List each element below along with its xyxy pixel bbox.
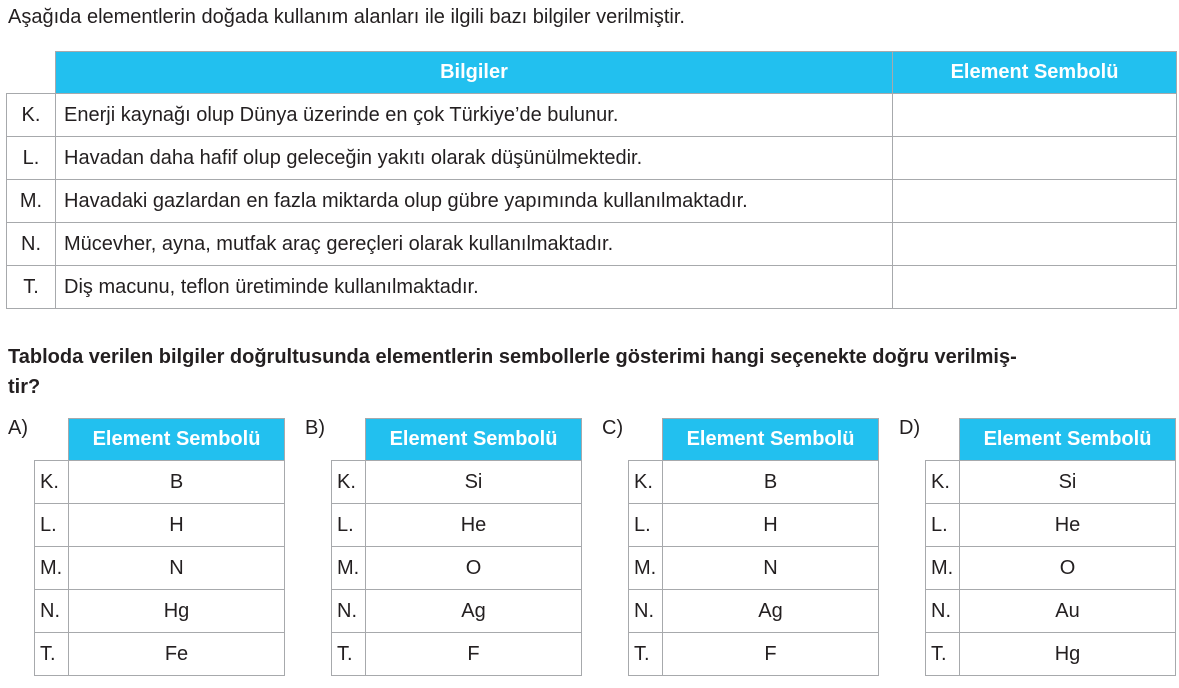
table-row [629, 590, 879, 633]
table-row [7, 137, 1177, 180]
row-symbol: O [960, 547, 1176, 590]
row-symbol: Fe [69, 633, 285, 676]
row-symbol: H [663, 504, 879, 547]
row-label: T. [35, 633, 69, 676]
row-label: K. [7, 94, 56, 137]
row-label: M. [926, 547, 960, 590]
table-row [332, 590, 582, 633]
row-label: N. [926, 590, 960, 633]
row-symbol: He [960, 504, 1176, 547]
row-symbol: Au [960, 590, 1176, 633]
row-symbol: F [366, 633, 582, 676]
table-row [332, 633, 582, 676]
row-symbol-cell [893, 266, 1177, 309]
row-symbol: Hg [960, 633, 1176, 676]
row-info: Enerji kaynağı olup Dünya üzerinde en çok Türkiye’de bulunur. [56, 94, 893, 137]
row-symbol: He [366, 504, 582, 547]
row-symbol: Ag [663, 590, 879, 633]
table-row [629, 504, 879, 547]
table-row [332, 461, 582, 504]
row-symbol: Si [960, 461, 1176, 504]
question-line-1: Tabloda verilen bilgiler doğrultusunda elementlerin sembollerle gösterimi hangi seçenekte doğru verilmiş- [8, 346, 1017, 368]
header-element-sembolu: Element Sembolü [893, 52, 1177, 94]
corner-cell [35, 419, 69, 461]
table-row [926, 461, 1176, 504]
row-label: M. [629, 547, 663, 590]
row-label: K. [629, 461, 663, 504]
option-table [331, 418, 582, 676]
row-label: M. [35, 547, 69, 590]
option-header: Element Sembolü [663, 419, 879, 461]
corner-cell [332, 419, 366, 461]
option-letter: A) [8, 417, 28, 439]
table-row [7, 223, 1177, 266]
row-label: N. [629, 590, 663, 633]
table-row [629, 633, 879, 676]
row-symbol-cell [893, 94, 1177, 137]
row-symbol: N [69, 547, 285, 590]
table-row [926, 504, 1176, 547]
row-label: K. [332, 461, 366, 504]
table-row [926, 633, 1176, 676]
row-label: K. [926, 461, 960, 504]
table-row [332, 504, 582, 547]
row-info: Havadan daha hafif olup geleceğin yakıtı olarak düşünülmektedir. [56, 137, 893, 180]
table-row [926, 590, 1176, 633]
row-symbol: B [663, 461, 879, 504]
row-label: N. [332, 590, 366, 633]
row-label: T. [926, 633, 960, 676]
table-row [35, 590, 285, 633]
row-symbol: F [663, 633, 879, 676]
row-info: Mücevher, ayna, mutfak araç gereçleri olarak kullanılmaktadır. [56, 223, 893, 266]
row-label: K. [35, 461, 69, 504]
option-header: Element Sembolü [366, 419, 582, 461]
option-table [925, 418, 1176, 676]
row-info: Havadaki gazlardan en fazla miktarda olup gübre yapımında kullanılmaktadır. [56, 180, 893, 223]
option-letter: C) [602, 417, 624, 439]
row-symbol-cell [893, 137, 1177, 180]
table-row [629, 461, 879, 504]
row-symbol: N [663, 547, 879, 590]
row-symbol: Ag [366, 590, 582, 633]
intro-text: Aşağıda elementlerin doğada kullanım alanları ile ilgili bazı bilgiler verilmiştir. [8, 6, 685, 28]
corner-cell [629, 419, 663, 461]
row-symbol: O [366, 547, 582, 590]
corner-cell [926, 419, 960, 461]
row-label: L. [332, 504, 366, 547]
option-header: Element Sembolü [69, 419, 285, 461]
row-label: T. [7, 266, 56, 309]
table-row [35, 633, 285, 676]
row-symbol: Hg [69, 590, 285, 633]
question-line-2: tir? [8, 376, 41, 398]
row-label: N. [35, 590, 69, 633]
row-label: M. [332, 547, 366, 590]
row-label: L. [7, 137, 56, 180]
table-row [7, 180, 1177, 223]
row-label: L. [35, 504, 69, 547]
table-row [629, 547, 879, 590]
info-table [6, 51, 1177, 309]
row-label: N. [7, 223, 56, 266]
table-row [35, 547, 285, 590]
row-symbol-cell [893, 180, 1177, 223]
header-bilgiler: Bilgiler [56, 52, 893, 94]
option-letter: B) [305, 417, 325, 439]
table-row [35, 504, 285, 547]
question-text [8, 342, 1176, 402]
option-letter: D) [899, 417, 921, 439]
row-label: T. [629, 633, 663, 676]
row-symbol: B [69, 461, 285, 504]
corner-cell [7, 52, 56, 94]
row-symbol-cell [893, 223, 1177, 266]
option-header: Element Sembolü [960, 419, 1176, 461]
table-row [35, 461, 285, 504]
table-row [332, 547, 582, 590]
row-label: M. [7, 180, 56, 223]
row-label: L. [629, 504, 663, 547]
row-info: Diş macunu, teflon üretiminde kullanılmaktadır. [56, 266, 893, 309]
row-symbol: Si [366, 461, 582, 504]
row-symbol: H [69, 504, 285, 547]
row-label: T. [332, 633, 366, 676]
table-row [7, 266, 1177, 309]
option-table [34, 418, 285, 676]
table-row [7, 94, 1177, 137]
row-label: L. [926, 504, 960, 547]
table-row [926, 547, 1176, 590]
option-table [628, 418, 879, 676]
